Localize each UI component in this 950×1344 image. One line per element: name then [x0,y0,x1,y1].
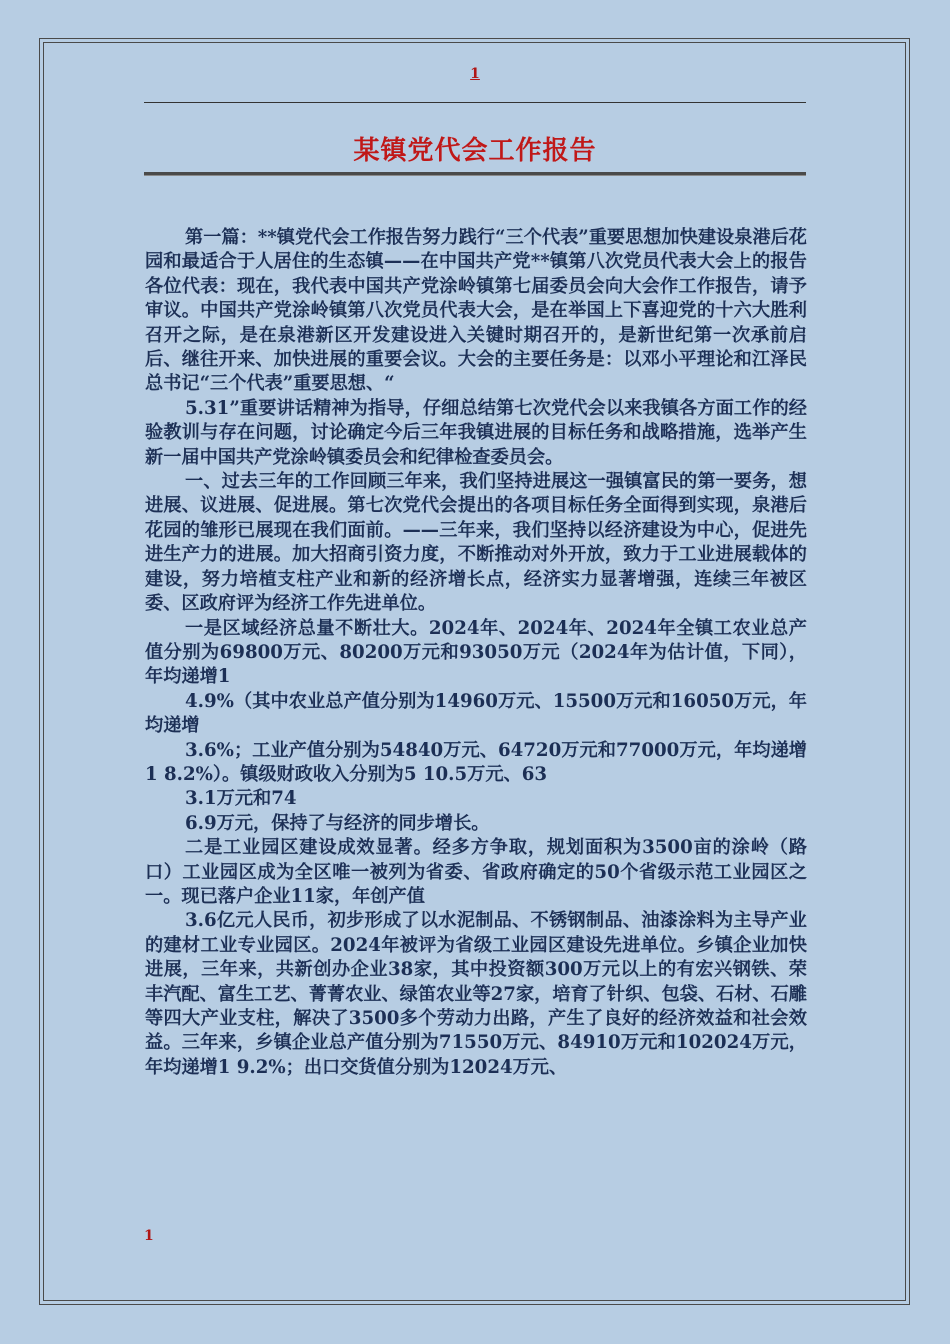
document-title: 某镇党代会工作报告 [353,136,597,166]
paragraph: 一是区域经济总量不断壮大。2024年、2024年、2024年全镇工农业总产值分别为69800万元、80200万元和93050万元（2024年为估计值，下同），年均递增1 [145,617,807,688]
header-rule [144,102,806,103]
paragraph: 3.6%；工业产值分别为54840万元、64720万元和77000万元，年均递增1 8.2%）。镇级财政收入分别为5 10.5万元、63 [145,739,807,785]
document-body [145,226,807,1080]
footer-page-number: 1 [144,1228,154,1244]
paragraph: 二是工业园区建设成效显著。经多方争取，规划面积为3500亩的涂岭（路口）工业园区成为全区唯一被列为省委、省政府确定的50个省级示范工业园区之一。现已落户企业11家，年创产值 [145,837,807,907]
paragraph: 第一篇：**镇党代会工作报告努力践行“三个代表”重要思想加快建设泉港后花园和最适合于人居住的生态镇——在中国共产党**镇第八次党员代表大会上的报告各位代表：现在，我代表中国共产党涂岭镇第七届委员会向大会作工作报告，请予审议。中国共产党涂岭镇第八次党员代表大会，是在举国上下喜迎党的十六大胜利召开之际，是在泉港新区开发建设进入关键时期召开的，是新世纪第一次承前启后、继往开来、加快进展的重要会议。大会的主要任务是：以邓小平理论和江泽民总书记“三个代表”重要思想、“ [145,227,807,395]
paragraph: 5.31”重要讲话精神为指导，仔细总结第七次党代会以来我镇各方面工作的经验教训与存在问题，讨论确定今后三年我镇进展的目标任务和战略措施，选举产生新一届中国共产党涂岭镇委员会和纪律检查委员会。 [145,397,807,468]
paragraph: 3.6亿元人民币，初步形成了以水泥制品、不锈钢制品、油漆涂料为主导产业的建材工业专业园区。2024年被评为省级工业园区建设先进单位。乡镇企业加快进展，三年来，共新创办企业38家，其中投资额300万元以上的有宏兴钢铁、荣丰汽配、富生工艺、菁菁农业、绿笛农业等27家，培育了针织、包袋、石材、石雕等四大产业支柱，解决了3500多个劳动力出路，产生了良好的经济效益和社会效益。三年来，乡镇企业总产值分别为71550万元、84910万元和102024万元，年均递增1 9.2%；出口交货值分别为12024万元、 [145,910,807,1078]
header-page-number: 1 [470,66,480,82]
paragraph: 4.9%（其中农业总产值分别为14960万元、15500万元和16050万元，年均递增 [145,690,807,737]
paragraph: 一、过去三年的工作回顾三年来，我们坚持进展这一强镇富民的第一要务，想进展、议进展、促进展。第七次党代会提出的各项目标任务全面得到实现，泉港后花园的雏形已展现在我们面前。——三年来，我们坚持以经济建设为中心，促进先进生产力的进展。加大招商引资力度，不断推动对外开放，致力于工业进展载体的建设，努力培植支柱产业和新的经济增长点，经济实力显著增强，连续三年被区委、区政府评为经济工作先进单位。 [145,471,807,615]
paragraph: 6.9万元，保持了与经济的同步增长。 [185,812,490,834]
title-rule [144,172,806,176]
paragraph: 3.1万元和74 [185,788,297,810]
